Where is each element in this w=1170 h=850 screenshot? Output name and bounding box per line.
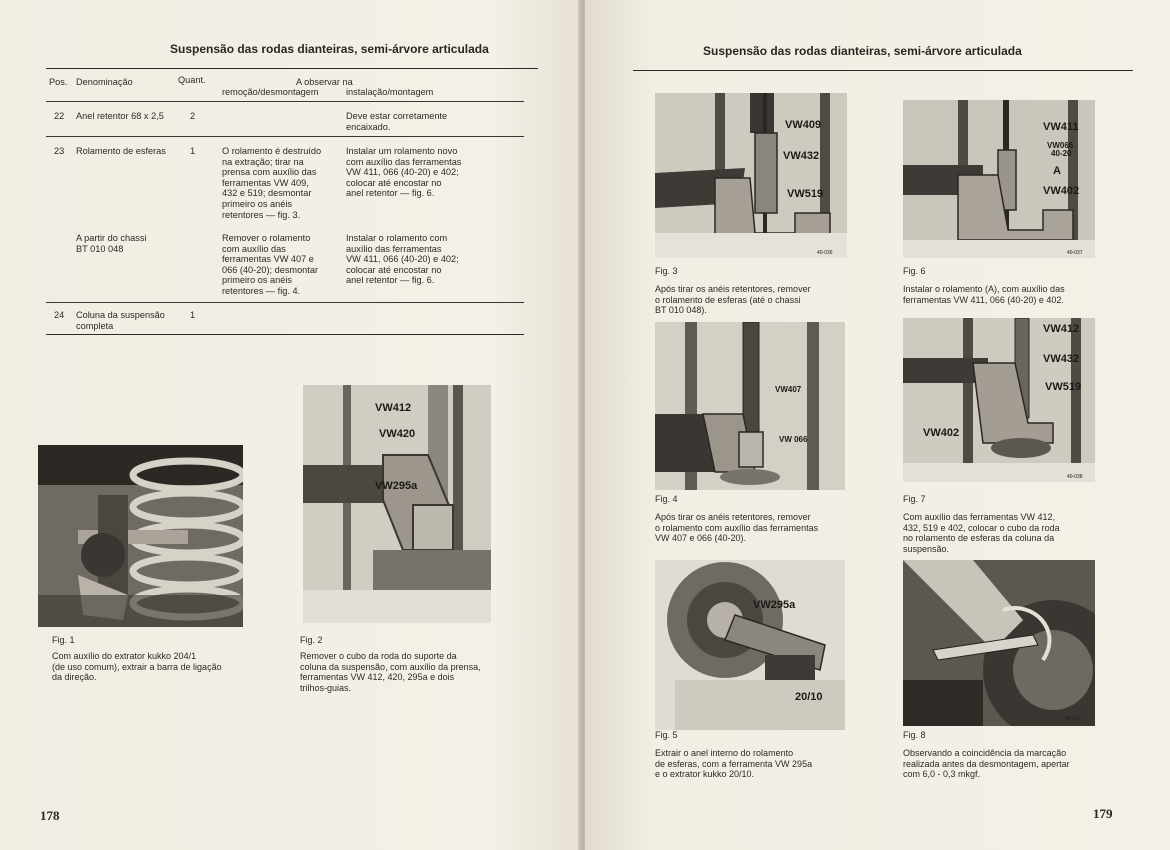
row-instalacao: Instalar um rolamento novo com auxílio das ferramentas VW 411, 066 (40-20) e 402; colocar até encostar no anel retentor — fig. 6. [346,146,462,199]
fig7-label-vw432: VW432 [1043,353,1080,365]
fig6-label: Fig. 6 [903,266,926,276]
fig5-label-vw295a: VW295a [753,599,796,611]
header-rule [46,68,538,69]
right-running-head: Suspensão das rodas dianteiras, semi-árvore articulada [703,44,1022,58]
col-header-denominacao: Denominação [76,77,133,87]
fig1-photo [38,445,243,627]
left-page-number: 178 [40,808,60,823]
fig5-label: Fig. 5 [655,730,678,740]
row-quant: 1 [190,310,196,320]
fig3-photo [655,93,847,258]
header-rule [633,70,1133,71]
right-page [585,0,1170,850]
fig8-code: 40-070 [1065,716,1081,722]
row-rule [46,136,524,137]
fig5-label-2010: 20/10 [795,691,823,703]
row-denominacao: Rolamento de esferas [76,146,166,156]
fig7-caption: Com auxílio das ferramentas VW 412, 432, 519 e 402, colocar o cubo da roda no rolamento de esferas da coluna da suspensão. [903,512,1060,554]
fig3-label-vw409: VW409 [785,119,822,131]
col-header-remocao: remoção/desmontagem [222,87,319,97]
table-bottom-rule [46,334,524,335]
row-quant: 2 [190,111,196,121]
col-header-instalacao: instalação/montagem [346,87,434,97]
fig3-caption: Após tirar os anéis retentores, remover o rolamento de esferas (até o chassi BT 010 048). [655,284,811,316]
row-denominacao: Anel retentor 68 x 2,5 [76,111,164,121]
fig4-photo [655,322,845,490]
fig8-caption: Observando a coincidência da marcação realizada antes da desmontagem, apertar com 6,0 - 0,3 mkgf. [903,748,1070,780]
fig2-label-vw420: VW420 [379,428,416,440]
fig6-caption: Instalar o rolamento (A), com auxílio das ferramentas VW 411, 066 (40-20) e 402. [903,284,1065,305]
fig6-code: 40-037 [1067,250,1083,256]
fig3-label: Fig. 3 [655,266,678,276]
row-remocao: Remover o rolamento com auxílio das ferramentas VW 407 e 066 (40-20); desmontar primeiro os anéis retentores — fig. 4. [222,233,319,296]
row-pos: 22 [54,111,65,121]
fig7-label-vw402: VW402 [923,427,960,439]
fig1-caption: Com auxílio do extrator kukko 204/1 (de uso comum), extrair a barra de ligação da direção. [52,651,222,683]
fig3-code: 40-036 [817,250,833,256]
fig2-label-vw295a: VW295a [375,480,418,492]
table-header-rule [46,101,524,102]
fig2-label: Fig. 2 [300,635,323,645]
fig6-label-vw411: VW411 [1043,121,1079,133]
fig7-label-vw519: VW519 [1045,381,1082,393]
fig6-label-4020: 40-20 [1051,149,1072,158]
row-pos: 23 [54,146,65,156]
fig7-label: Fig. 7 [903,494,926,504]
fig5-photo [655,560,845,730]
fig6-photo [903,100,1095,258]
row-denominacao: Coluna da suspensão completa [76,310,165,331]
row-denominacao: A partir do chassi BT 010 048 [76,233,147,254]
fig3-label-vw432: VW432 [783,150,820,162]
col-header-quant: Quant. [178,75,206,85]
fig5-caption: Extrair o anel interno do rolamento de esferas, com a ferramenta VW 295a e o extrator kukko 20/10. [655,748,813,780]
fig3-label-vw519: VW519 [787,188,824,200]
fig2-caption: Remover o cubo da roda do suporte da coluna da suspensão, com auxílio da prensa, ferramentas VW 412, 420, 295a e dois trilhos-guias. [300,651,481,693]
fig4-label: Fig. 4 [655,494,678,504]
fig4-label-vw066: VW 066 [779,435,808,444]
col-header-pos: Pos. [49,77,68,87]
fig4-label-vw407: VW407 [775,385,802,394]
fig8-label: Fig. 8 [903,730,926,740]
row-remocao: O rolamento é destruído na extração; tirar na prensa com auxílio das ferramentas VW 409, 432 e 519; desmontar primeiro os anéis retentores — fig. 3. [222,146,322,220]
left-page [0,0,582,850]
fig8-photo [903,560,1095,726]
left-running-head: Suspensão das rodas dianteiras, semi-árvore articulada [170,42,489,56]
row-quant: 1 [190,146,196,156]
col-header-observar: A observar na [296,77,353,87]
row-instalacao: Instalar o rolamento com auxílio das ferramentas VW 411, 066 (40-20) e 402; colocar até encostar no anel retentor — fig. 6. [346,233,459,286]
fig1-label: Fig. 1 [52,635,75,645]
fig2-label-vw412: VW412 [375,402,412,414]
fig6-label-a: A [1053,165,1061,177]
fig6-label-vw066: VW066 [1047,141,1074,150]
row-instalacao: Deve estar corretamente encaixado. [346,111,448,132]
row-rule [46,302,524,303]
right-page-number: 179 [1093,806,1113,821]
fig6-label-vw402: VW402 [1043,185,1080,197]
fig4-caption: Após tirar os anéis retentores, remover o rolamento com auxílio das ferramentas VW 407 e 066 (40-20). [655,512,819,544]
fig2-photo [303,385,491,623]
row-pos: 24 [54,310,65,320]
fig7-code: 40-038 [1067,474,1083,480]
fig7-photo [903,318,1095,482]
fig7-label-vw412: VW412 [1043,323,1080,335]
